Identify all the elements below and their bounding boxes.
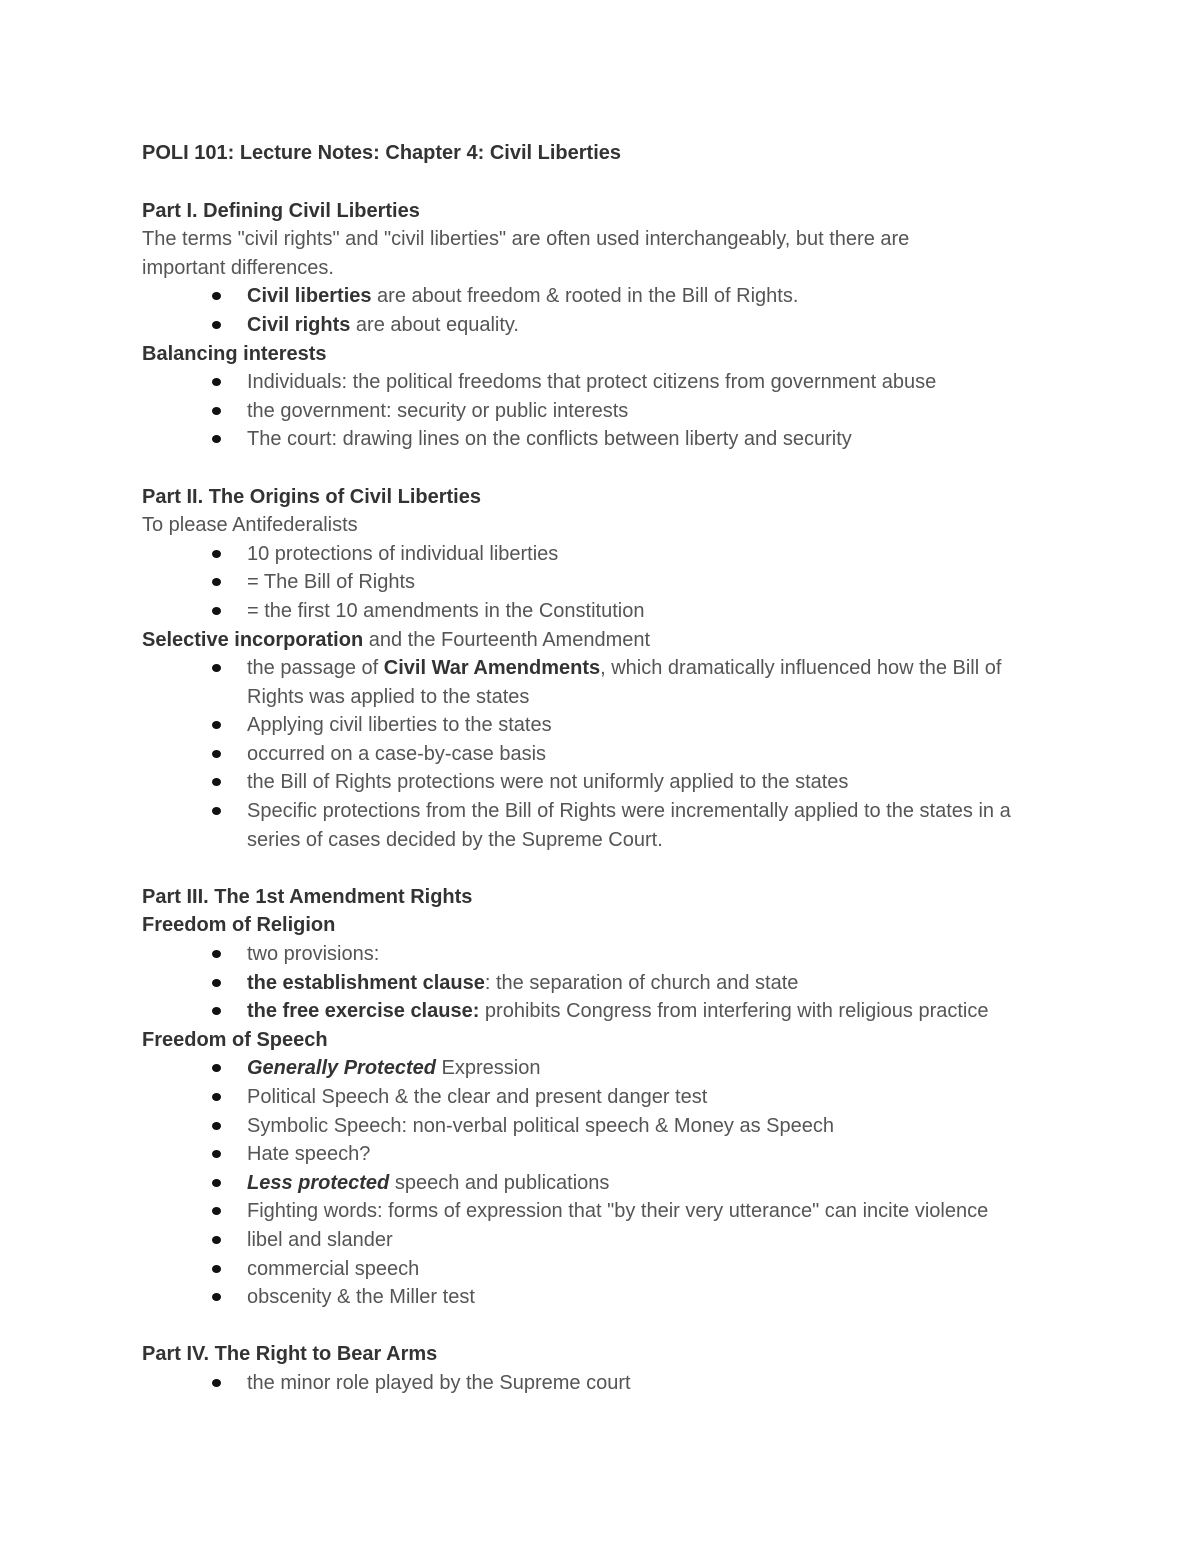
list-item: libel and slander (142, 1226, 1062, 1255)
list-item: Fighting words: forms of expression that "by their very utterance" can incite violence (142, 1197, 1062, 1226)
list-item: the minor role played by the Supreme court (142, 1369, 1062, 1398)
bullet-icon (212, 1179, 221, 1187)
religion-subheading: Freedom of Religion (142, 914, 336, 937)
bullet-icon (212, 664, 221, 672)
bullet-icon (212, 1236, 221, 1244)
bullet-icon (212, 1122, 221, 1130)
part1-intro: The terms "civil rights" and "civil liberties" are often used interchangeably, but there are important differences. (142, 228, 910, 279)
bullet-icon (212, 435, 221, 443)
bullet-icon (212, 1150, 221, 1158)
bullet-icon (212, 721, 221, 729)
religion-list (142, 940, 1062, 1026)
list-item: Hate speech? (142, 1140, 1062, 1169)
list-item: The court: drawing lines on the conflicts between liberty and security (142, 425, 1062, 454)
list-item: obscenity & the Miller test (142, 1283, 1062, 1312)
speech-list (142, 1054, 1062, 1311)
part2-bullet-list (142, 540, 1062, 626)
list-item: the passage of Civil War Amendments, which dramatically influenced how the Bill of Rights was applied to the states (142, 654, 1052, 711)
speech-subheading: Freedom of Speech (142, 1028, 328, 1051)
list-item: Civil rights are about equality. (142, 311, 1062, 340)
incorporation-list (142, 654, 1062, 854)
bullet-icon (212, 292, 221, 300)
list-item: Symbolic Speech: non-verbal political speech & Money as Speech (142, 1112, 1062, 1141)
part2-intro: To please Antifederalists (142, 514, 358, 537)
bullet-icon (212, 1379, 221, 1387)
bullet-icon (212, 950, 221, 958)
part1-heading: Part I. Defining Civil Liberties (142, 199, 420, 222)
list-item: commercial speech (142, 1255, 1062, 1284)
list-item: the Bill of Rights protections were not uniformly applied to the states (142, 768, 1062, 797)
bullet-icon (212, 1007, 221, 1015)
part1-bullet-list (142, 282, 1062, 339)
bullet-icon (212, 778, 221, 786)
list-item: Civil liberties are about freedom & rooted in the Bill of Rights. (142, 282, 1062, 311)
bullet-icon (212, 550, 221, 558)
spacer (142, 1312, 1062, 1341)
list-item: Political Speech & the clear and present danger test (142, 1083, 1062, 1112)
bullet-icon (212, 1064, 221, 1072)
document-page (142, 139, 1062, 1398)
bullet-icon (212, 607, 221, 615)
list-item: = the first 10 amendments in the Constitution (142, 597, 1062, 626)
bullet-icon (212, 378, 221, 386)
list-item: Generally Protected Expression (142, 1054, 1062, 1083)
bullet-icon (212, 578, 221, 586)
bullet-icon (212, 750, 221, 758)
incorporation-subheading: Selective incorporation and the Fourteenth Amendment (142, 628, 651, 651)
spacer (142, 454, 1062, 483)
list-item: the establishment clause: the separation of church and state (142, 969, 1062, 998)
part4-heading: Part IV. The Right to Bear Arms (142, 1343, 438, 1366)
balancing-list (142, 368, 1062, 454)
bullet-icon (212, 1293, 221, 1301)
bullet-icon (212, 979, 221, 987)
part3-heading: Part III. The 1st Amendment Rights (142, 885, 473, 908)
list-item: the free exercise clause: prohibits Congress from interfering with religious practice (142, 997, 1062, 1026)
bullet-icon (212, 407, 221, 415)
bullet-icon (212, 1265, 221, 1273)
bullet-icon (212, 321, 221, 329)
list-item: occurred on a case-by-case basis (142, 740, 1062, 769)
list-item: two provisions: (142, 940, 1062, 969)
list-item: Less protected speech and publications (142, 1169, 1062, 1198)
list-item: Applying civil liberties to the states (142, 711, 1062, 740)
part2-heading: Part II. The Origins of Civil Liberties (142, 485, 481, 508)
spacer (142, 854, 1062, 883)
list-item: = The Bill of Rights (142, 568, 1062, 597)
balancing-subheading: Balancing interests (142, 342, 327, 365)
part4-bullet-list (142, 1369, 1062, 1398)
document-title: POLI 101: Lecture Notes: Chapter 4: Civil Liberties (142, 142, 622, 164)
list-item: Specific protections from the Bill of Rights were incrementally applied to the states in a series of cases decided by the Supreme Court. (142, 797, 1057, 854)
list-item: Individuals: the political freedoms that protect citizens from government abuse (142, 368, 1062, 397)
bullet-icon (212, 1207, 221, 1215)
bullet-icon (212, 1093, 221, 1101)
list-item: the government: security or public interests (142, 397, 1062, 426)
bullet-icon (212, 807, 221, 815)
list-item: 10 protections of individual liberties (142, 540, 1062, 569)
